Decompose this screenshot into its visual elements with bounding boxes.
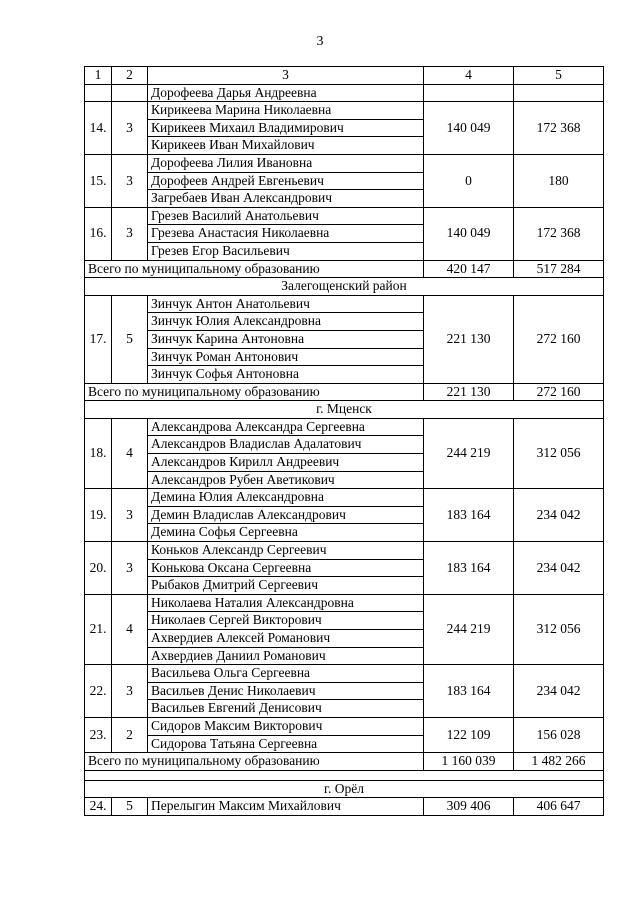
empty-cell <box>85 770 604 780</box>
total-row <box>85 260 604 278</box>
table-row <box>85 207 604 225</box>
person-name: Грезев Василий Анатольевич <box>148 207 424 225</box>
person-name: Александрова Александра Сергеевна <box>148 418 424 436</box>
member-count: 5 <box>112 798 148 816</box>
amount-col4: 140 049 <box>424 102 514 155</box>
amount-col4: 0 <box>424 154 514 207</box>
amount-col5: 234 042 <box>514 665 604 718</box>
amount-col4: 183 164 <box>424 489 514 542</box>
allocation-table <box>84 66 604 816</box>
member-count: 2 <box>112 717 148 752</box>
person-name: Кирикеев Михаил Владимирович <box>148 119 424 137</box>
row-number: 19. <box>85 489 112 542</box>
column-header: 5 <box>514 67 604 85</box>
column-header: 3 <box>148 67 424 85</box>
amount-col5: 234 042 <box>514 489 604 542</box>
amount-col4: 244 219 <box>424 418 514 488</box>
empty-cell <box>112 84 148 102</box>
row-number: 14. <box>85 102 112 155</box>
person-name: Загребаев Иван Александрович <box>148 190 424 208</box>
empty-cell <box>514 84 604 102</box>
person-name: Зинчук Роман Антонович <box>148 348 424 366</box>
total-row <box>85 383 604 401</box>
carry-over-row <box>85 84 604 102</box>
amount-col4: 122 109 <box>424 717 514 752</box>
total-col4: 221 130 <box>424 383 514 401</box>
person-name: Кирикеева Марина Николаевна <box>148 102 424 120</box>
table-row <box>85 489 604 507</box>
person-name: Сидорова Татьяна Сергеевна <box>148 735 424 753</box>
table-row <box>85 154 604 172</box>
total-col5: 517 284 <box>514 260 604 278</box>
section-title: г. Орёл <box>85 780 604 798</box>
column-header: 1 <box>85 67 112 85</box>
row-number: 18. <box>85 418 112 488</box>
amount-col5: 272 160 <box>514 295 604 383</box>
column-header: 2 <box>112 67 148 85</box>
person-name: Перелыгин Максим Михайлович <box>148 798 424 816</box>
row-number: 15. <box>85 154 112 207</box>
row-number: 23. <box>85 717 112 752</box>
table-header-row <box>85 67 604 85</box>
total-label: Всего по муниципальному образованию <box>85 260 424 278</box>
table-row <box>85 594 604 612</box>
person-name: Зинчук Карина Антоновна <box>148 330 424 348</box>
person-name: Дорофеев Андрей Евгеньевич <box>148 172 424 190</box>
table-row <box>85 295 604 313</box>
member-count: 3 <box>112 665 148 718</box>
amount-col5: 180 <box>514 154 604 207</box>
person-name: Дорофеева Лилия Ивановна <box>148 154 424 172</box>
person-name: Ахвердиев Даниил Романович <box>148 647 424 665</box>
total-label: Всего по муниципальному образованию <box>85 753 424 771</box>
column-header: 4 <box>424 67 514 85</box>
table-row <box>85 798 604 816</box>
amount-col5: 312 056 <box>514 418 604 488</box>
member-count: 3 <box>112 207 148 260</box>
person-name: Конькова Оксана Сергеевна <box>148 559 424 577</box>
row-number: 22. <box>85 665 112 718</box>
empty-cell <box>424 84 514 102</box>
person-name: Демин Владислав Александрович <box>148 506 424 524</box>
section-row <box>85 401 604 419</box>
total-label: Всего по муниципальному образованию <box>85 383 424 401</box>
amount-col5: 406 647 <box>514 798 604 816</box>
person-name: Александров Рубен Аветикович <box>148 471 424 489</box>
amount-col5: 312 056 <box>514 594 604 664</box>
person-name: Зинчук Юлия Александровна <box>148 313 424 331</box>
amount-col4: 140 049 <box>424 207 514 260</box>
person-name: Дорофеева Дарья Андреевна <box>148 84 424 102</box>
member-count: 3 <box>112 154 148 207</box>
table-row <box>85 665 604 683</box>
section-title: г. Мценск <box>85 401 604 419</box>
person-name: Александров Владислав Адалатович <box>148 436 424 454</box>
person-name: Николаев Сергей Викторович <box>148 612 424 630</box>
person-name: Васильева Ольга Сергеевна <box>148 665 424 683</box>
member-count: 3 <box>112 542 148 595</box>
person-name: Васильев Денис Николаевич <box>148 682 424 700</box>
total-col4: 1 160 039 <box>424 753 514 771</box>
member-count: 3 <box>112 489 148 542</box>
amount-col5: 172 368 <box>514 207 604 260</box>
person-name: Сидоров Максим Викторович <box>148 717 424 735</box>
member-count: 3 <box>112 102 148 155</box>
empty-cell <box>85 84 112 102</box>
person-name: Зинчук Антон Анатольевич <box>148 295 424 313</box>
table-row <box>85 102 604 120</box>
member-count: 5 <box>112 295 148 383</box>
table-row <box>85 418 604 436</box>
person-name: Ахвердиев Алексей Романович <box>148 630 424 648</box>
person-name: Александров Кирилл Андреевич <box>148 454 424 472</box>
amount-col4: 309 406 <box>424 798 514 816</box>
amount-col4: 183 164 <box>424 665 514 718</box>
total-col4: 420 147 <box>424 260 514 278</box>
row-number: 17. <box>85 295 112 383</box>
person-name: Васильев Евгений Денисович <box>148 700 424 718</box>
row-number: 24. <box>85 798 112 816</box>
total-col5: 1 482 266 <box>514 753 604 771</box>
person-name: Коньков Александр Сергеевич <box>148 542 424 560</box>
amount-col4: 221 130 <box>424 295 514 383</box>
row-number: 16. <box>85 207 112 260</box>
person-name: Демина Юлия Александровна <box>148 489 424 507</box>
person-name: Кирикеев Иван Михайлович <box>148 137 424 155</box>
table-row <box>85 542 604 560</box>
row-number: 21. <box>85 594 112 664</box>
section-row <box>85 278 604 296</box>
total-col5: 272 160 <box>514 383 604 401</box>
table-row <box>85 717 604 735</box>
row-number: 20. <box>85 542 112 595</box>
amount-col4: 244 219 <box>424 594 514 664</box>
person-name: Рыбаков Дмитрий Сергеевич <box>148 577 424 595</box>
total-row <box>85 753 604 771</box>
section-row <box>85 780 604 798</box>
person-name: Грезев Егор Васильевич <box>148 242 424 260</box>
amount-col5: 234 042 <box>514 542 604 595</box>
amount-col4: 183 164 <box>424 542 514 595</box>
member-count: 4 <box>112 418 148 488</box>
person-name: Грезева Анастасия Николаевна <box>148 225 424 243</box>
section-title: Залегощенский район <box>85 278 604 296</box>
amount-col5: 172 368 <box>514 102 604 155</box>
spacer-row <box>85 770 604 780</box>
member-count: 4 <box>112 594 148 664</box>
person-name: Демина Софья Сергеевна <box>148 524 424 542</box>
person-name: Николаева Наталия Александровна <box>148 594 424 612</box>
page-number: 3 <box>316 34 324 49</box>
person-name: Зинчук Софья Антоновна <box>148 366 424 384</box>
amount-col5: 156 028 <box>514 717 604 752</box>
